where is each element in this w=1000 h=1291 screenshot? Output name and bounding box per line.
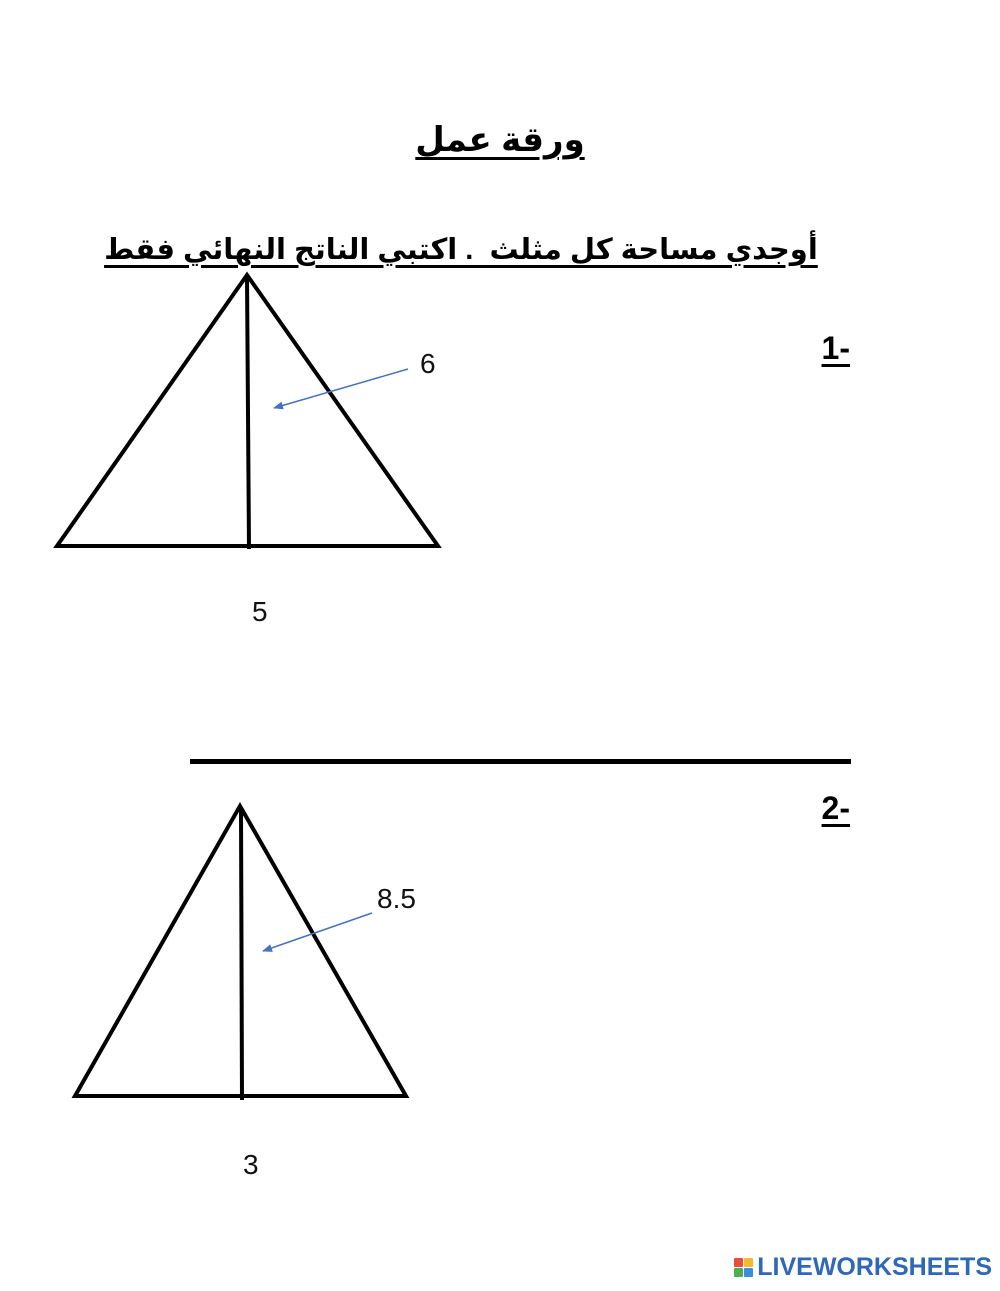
logo-tile-green [734,1268,743,1277]
worksheet-instruction-text: أوجدي مساحة كل مثلث . اكتبي الناتج النهائي فقط [104,234,818,266]
liveworksheets-logo-text: LIVEWORKSHEETS [757,1252,992,1281]
question-2-number: 2- [821,790,850,826]
liveworksheets-logo [734,1252,992,1282]
question-1-number: 1- [821,330,850,366]
triangle-2-height-label: 8.5 [377,883,416,914]
triangle-1 [57,275,438,549]
triangle-2-height-line [241,808,242,1100]
liveworksheets-logo-icon [734,1258,753,1277]
triangle-2 [75,806,406,1100]
worksheet-title-text: ورقة عمل [415,121,585,159]
triangle-1-height-line [247,277,249,549]
triangle-1-base-label: 5 [252,596,268,627]
logo-tile-blue [744,1268,753,1277]
triangle-1-height-label: 6 [420,348,436,379]
triangle-1-height-arrow [274,369,408,408]
logo-tile-yellow [744,1258,753,1267]
logo-tile-red [734,1258,743,1267]
triangle-2-base-label: 3 [243,1149,259,1180]
